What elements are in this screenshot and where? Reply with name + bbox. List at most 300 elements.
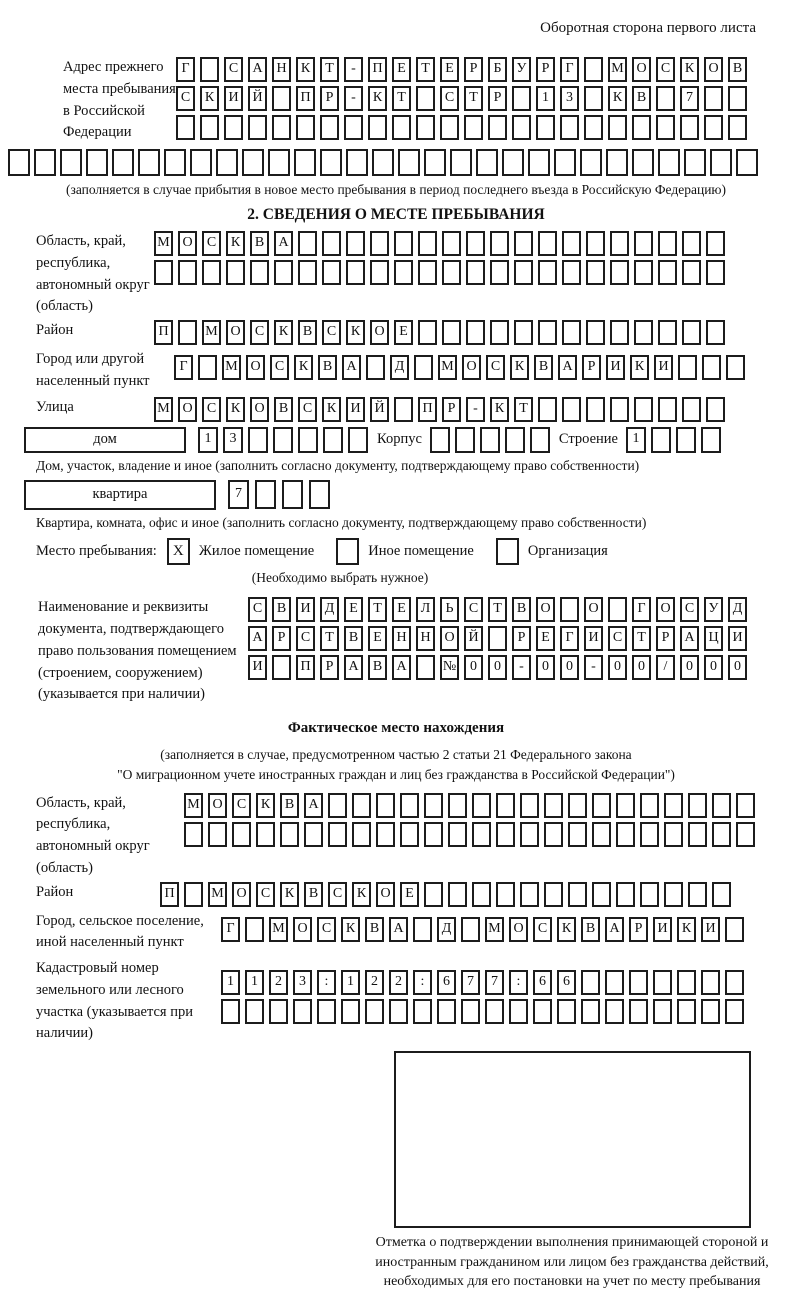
char-cell: Ь [440, 597, 459, 622]
fact-region-label: Область, край, республика, автономный округ (область) [36, 794, 150, 876]
fact-city-field [36, 911, 756, 955]
document-label: Наименование и реквизиты документа, подтверждающего право пользования помещением (строением, сооружением) (указывается при наличии) [38, 599, 237, 703]
char-cell [416, 655, 435, 680]
char-cell: 6 [437, 970, 456, 995]
char-cell: С [533, 917, 552, 942]
char-cell [584, 57, 603, 82]
char-cell [184, 882, 203, 907]
char-cell: 7 [485, 970, 504, 995]
char-cell: С [656, 57, 675, 82]
stamp-box [394, 1051, 751, 1228]
char-cell [538, 260, 557, 285]
char-cell: А [342, 355, 361, 380]
char-cell [466, 320, 485, 345]
char-cell [437, 999, 456, 1024]
char-cell [629, 999, 648, 1024]
char-cell: Р [442, 397, 461, 422]
char-cell: В [280, 793, 299, 818]
city-label: Город или другой населенный пункт [36, 351, 150, 389]
region-row-2 [154, 260, 730, 285]
char-cell: 1 [536, 86, 555, 111]
char-cell [592, 793, 611, 818]
char-cell [678, 355, 697, 380]
char-cell [688, 882, 707, 907]
char-cell: М [608, 57, 627, 82]
apartment-box-label: квартира [24, 480, 216, 510]
char-cell [728, 86, 747, 111]
char-cell: / [656, 655, 675, 680]
char-cell [296, 115, 315, 140]
cadastral-field [36, 958, 756, 1045]
char-cell [442, 260, 461, 285]
char-cell [282, 480, 303, 509]
char-cell [592, 822, 611, 847]
char-cell: И [654, 355, 673, 380]
char-cell: 1 [198, 427, 218, 453]
char-cell: 6 [533, 970, 552, 995]
char-cell: В [728, 57, 747, 82]
prev-address-caption: (заполняется в случае прибытия в новое место пребывания в период последнего въезда в Российскую Федерацию) [65, 182, 727, 197]
char-cell: 7 [461, 970, 480, 995]
char-cell [322, 231, 341, 256]
fact-district-field [36, 882, 756, 907]
fact-title: Фактическое место нахождения [287, 720, 505, 737]
char-cell: 1 [245, 970, 264, 995]
char-cell [608, 597, 627, 622]
char-cell [200, 57, 219, 82]
street-field [36, 397, 756, 422]
prev-address-row-1 [176, 57, 752, 82]
char-cell [634, 320, 653, 345]
char-cell [610, 320, 629, 345]
city-row [174, 355, 750, 380]
char-cell: К [510, 355, 529, 380]
char-cell: 0 [488, 655, 507, 680]
fact-region-row-2 [184, 822, 760, 847]
char-cell [272, 115, 291, 140]
fact-region-field [36, 793, 756, 880]
char-cell [520, 882, 539, 907]
char-cell [528, 149, 550, 176]
char-cell [245, 917, 264, 942]
char-cell [544, 822, 563, 847]
char-cell [208, 822, 227, 847]
char-cell: К [226, 231, 245, 256]
char-cell: О [246, 355, 265, 380]
char-cell [202, 260, 221, 285]
char-cell [538, 397, 557, 422]
char-cell [245, 999, 264, 1024]
char-cell: Й [370, 397, 389, 422]
char-cell [138, 149, 160, 176]
char-cell [616, 882, 635, 907]
char-cell: А [680, 626, 699, 651]
cadastral-label: Кадастровый номер земельного или лесного участка (указывается при наличии) [36, 960, 193, 1042]
char-cell [461, 917, 480, 942]
char-cell: 7 [680, 86, 699, 111]
char-cell: : [413, 970, 432, 995]
char-cell [632, 149, 654, 176]
char-cell [538, 320, 557, 345]
char-cell: С [224, 57, 243, 82]
char-cell [298, 260, 317, 285]
char-cell: Р [582, 355, 601, 380]
char-cell: Р [272, 626, 291, 651]
char-cell: О [293, 917, 312, 942]
char-cell: Р [464, 57, 483, 82]
char-cell [298, 231, 317, 256]
residence-type-hint: (Необходимо выбрать нужное) [251, 570, 429, 586]
char-cell: 0 [704, 655, 723, 680]
char-cell [424, 149, 446, 176]
street-label: Улица [36, 398, 74, 415]
char-cell [328, 793, 347, 818]
char-cell: К [630, 355, 649, 380]
char-cell [658, 397, 677, 422]
char-cell: С [608, 626, 627, 651]
char-cell: С [464, 597, 483, 622]
char-cell [448, 822, 467, 847]
prev-address-overflow-row [8, 149, 756, 176]
char-cell [272, 86, 291, 111]
char-cell: И [728, 626, 747, 651]
char-cell [538, 231, 557, 256]
prev-address-row-2 [176, 86, 752, 111]
char-cell: А [558, 355, 577, 380]
char-cell [466, 260, 485, 285]
char-cell [688, 793, 707, 818]
char-cell [629, 970, 648, 995]
korpus-label: Корпус [377, 431, 422, 448]
char-cell [272, 655, 291, 680]
char-cell: С [256, 882, 275, 907]
char-cell [461, 999, 480, 1024]
char-cell [413, 917, 432, 942]
char-cell [346, 260, 365, 285]
house-row [24, 427, 756, 453]
char-cell: Д [390, 355, 409, 380]
char-cell [60, 149, 82, 176]
char-cell [580, 149, 602, 176]
char-cell: С [298, 397, 317, 422]
char-cell: И [224, 86, 243, 111]
char-cell [712, 822, 731, 847]
char-cell: О [250, 397, 269, 422]
char-cell [394, 260, 413, 285]
char-cell [658, 231, 677, 256]
char-cell: 0 [464, 655, 483, 680]
apartment-row [24, 480, 756, 510]
residence-type-checkbox-residential: X [167, 538, 190, 565]
char-cell [725, 917, 744, 942]
char-cell [416, 86, 435, 111]
char-cell: С [440, 86, 459, 111]
char-cell: Т [368, 597, 387, 622]
char-cell [701, 427, 721, 453]
char-cell: Г [176, 57, 195, 82]
char-cell: А [344, 655, 363, 680]
char-cell [490, 231, 509, 256]
char-cell [256, 822, 275, 847]
char-cell: К [200, 86, 219, 111]
char-cell: С [296, 626, 315, 651]
char-cell [514, 260, 533, 285]
char-cell: Т [464, 86, 483, 111]
char-cell [304, 822, 323, 847]
char-cell [480, 427, 500, 453]
char-cell: - [584, 655, 603, 680]
char-cell [608, 115, 627, 140]
char-cell: И [296, 597, 315, 622]
char-cell [372, 149, 394, 176]
char-cell: А [248, 57, 267, 82]
char-cell: В [304, 882, 323, 907]
char-cell [476, 149, 498, 176]
char-cell [34, 149, 56, 176]
char-cell: Г [560, 626, 579, 651]
char-cell [442, 231, 461, 256]
char-cell [496, 793, 515, 818]
char-cell [728, 115, 747, 140]
char-cell: С [176, 86, 195, 111]
char-cell: Т [514, 397, 533, 422]
char-cell: Д [437, 917, 456, 942]
char-cell: О [208, 793, 227, 818]
char-cell [488, 626, 507, 651]
char-cell: Е [400, 882, 419, 907]
char-cell: В [298, 320, 317, 345]
char-cell: О [370, 320, 389, 345]
char-cell: П [418, 397, 437, 422]
char-cell [176, 115, 195, 140]
street-row [154, 397, 730, 422]
char-cell: О [536, 597, 555, 622]
char-cell: П [296, 86, 315, 111]
char-cell [677, 999, 696, 1024]
char-cell [418, 231, 437, 256]
char-cell: Н [272, 57, 291, 82]
char-cell: 0 [560, 655, 579, 680]
char-cell: В [274, 397, 293, 422]
char-cell: В [344, 626, 363, 651]
char-cell: Е [392, 57, 411, 82]
char-cell [269, 999, 288, 1024]
document-row-1 [248, 597, 752, 622]
char-cell: С [202, 397, 221, 422]
char-cell: В [534, 355, 553, 380]
char-cell [656, 86, 675, 111]
char-cell [488, 115, 507, 140]
char-cell: О [584, 597, 603, 622]
char-cell: О [232, 882, 251, 907]
char-cell: К [680, 57, 699, 82]
char-cell [658, 149, 680, 176]
char-cell [726, 355, 745, 380]
char-cell [562, 397, 581, 422]
char-cell: Т [632, 626, 651, 651]
char-cell: К [341, 917, 360, 942]
char-cell: Е [536, 626, 555, 651]
char-cell: 3 [560, 86, 579, 111]
char-cell: 6 [557, 970, 576, 995]
prev-address-field [36, 57, 756, 144]
char-cell [512, 86, 531, 111]
char-cell: И [346, 397, 365, 422]
char-cell [424, 793, 443, 818]
char-cell: Р [536, 57, 555, 82]
char-cell [250, 260, 269, 285]
char-cell [226, 260, 245, 285]
char-cell: М [269, 917, 288, 942]
char-cell: О [509, 917, 528, 942]
char-cell [268, 149, 290, 176]
char-cell: С [270, 355, 289, 380]
char-cell [352, 793, 371, 818]
char-cell [448, 793, 467, 818]
char-cell [472, 793, 491, 818]
char-cell: : [317, 970, 336, 995]
char-cell [704, 115, 723, 140]
char-cell [413, 999, 432, 1024]
char-cell [216, 149, 238, 176]
char-cell: Ц [704, 626, 723, 651]
char-cell [400, 793, 419, 818]
char-cell [676, 427, 696, 453]
char-cell: К [677, 917, 696, 942]
char-cell [368, 115, 387, 140]
char-cell [232, 822, 251, 847]
char-cell [274, 260, 293, 285]
char-cell [242, 149, 264, 176]
char-cell [348, 427, 368, 453]
char-cell [560, 115, 579, 140]
stroenie-cells [626, 427, 726, 453]
stroenie-label: Строение [558, 431, 618, 448]
char-cell [568, 822, 587, 847]
char-cell: Н [392, 626, 411, 651]
char-cell [701, 999, 720, 1024]
char-cell: В [368, 655, 387, 680]
char-cell: 0 [608, 655, 627, 680]
char-cell [414, 355, 433, 380]
char-cell: С [250, 320, 269, 345]
district-field [36, 320, 756, 345]
char-cell: Р [629, 917, 648, 942]
house-number-cells [198, 427, 373, 453]
house-caption: Дом, участок, владение и иное (заполнить согласно документу, подтверждающему право собственности) [36, 457, 640, 473]
char-cell: О [632, 57, 651, 82]
char-cell [634, 397, 653, 422]
district-label: Район [36, 322, 74, 339]
char-cell: К [256, 793, 275, 818]
char-cell: Е [368, 626, 387, 651]
char-cell [586, 260, 605, 285]
char-cell [653, 970, 672, 995]
char-cell [706, 397, 725, 422]
char-cell [664, 793, 683, 818]
char-cell [322, 260, 341, 285]
char-cell [346, 149, 368, 176]
char-cell: Г [560, 57, 579, 82]
char-cell [557, 999, 576, 1024]
region-row-1 [154, 231, 730, 256]
char-cell [221, 999, 240, 1024]
char-cell: В [318, 355, 337, 380]
char-cell [562, 231, 581, 256]
char-cell: И [584, 626, 603, 651]
char-cell: А [392, 655, 411, 680]
residence-type-checkbox-organization [496, 538, 519, 565]
char-cell [606, 149, 628, 176]
char-cell [684, 149, 706, 176]
char-cell: И [606, 355, 625, 380]
char-cell: С [486, 355, 505, 380]
char-cell [562, 260, 581, 285]
char-cell: Е [440, 57, 459, 82]
char-cell: К [368, 86, 387, 111]
char-cell [712, 793, 731, 818]
char-cell [530, 427, 550, 453]
char-cell: К [346, 320, 365, 345]
char-cell [605, 970, 624, 995]
char-cell [610, 397, 629, 422]
apartment-caption: Квартира, комната, офис и иное (заполнить согласно документу, подтверждающему право собственности) [36, 514, 647, 530]
residence-type-option-other: Иное помещение [368, 543, 474, 560]
char-cell: Й [248, 86, 267, 111]
document-row-3 [248, 655, 752, 680]
char-cell [346, 231, 365, 256]
char-cell [370, 260, 389, 285]
char-cell [502, 149, 524, 176]
house-box-label: дом [24, 427, 186, 453]
char-cell: С [680, 597, 699, 622]
char-cell: К [280, 882, 299, 907]
char-cell [366, 355, 385, 380]
char-cell [706, 320, 725, 345]
char-cell [298, 427, 318, 453]
char-cell [658, 260, 677, 285]
char-cell [376, 822, 395, 847]
char-cell [710, 149, 732, 176]
char-cell [448, 882, 467, 907]
char-cell: В [512, 597, 531, 622]
char-cell [610, 260, 629, 285]
char-cell [512, 115, 531, 140]
char-cell: О [704, 57, 723, 82]
char-cell [164, 149, 186, 176]
char-cell [688, 822, 707, 847]
region-label: Область, край, республика, автономный округ (область) [36, 233, 150, 315]
char-cell [485, 999, 504, 1024]
char-cell [370, 231, 389, 256]
char-cell: 2 [389, 970, 408, 995]
char-cell: К [322, 397, 341, 422]
char-cell: В [365, 917, 384, 942]
char-cell [634, 260, 653, 285]
char-cell: В [632, 86, 651, 111]
char-cell: : [509, 970, 528, 995]
char-cell: А [389, 917, 408, 942]
char-cell [309, 480, 330, 509]
char-cell [430, 427, 450, 453]
char-cell [640, 822, 659, 847]
char-cell: С [328, 882, 347, 907]
char-cell [514, 320, 533, 345]
char-cell [392, 115, 411, 140]
char-cell [248, 115, 267, 140]
char-cell: С [322, 320, 341, 345]
char-cell [424, 822, 443, 847]
